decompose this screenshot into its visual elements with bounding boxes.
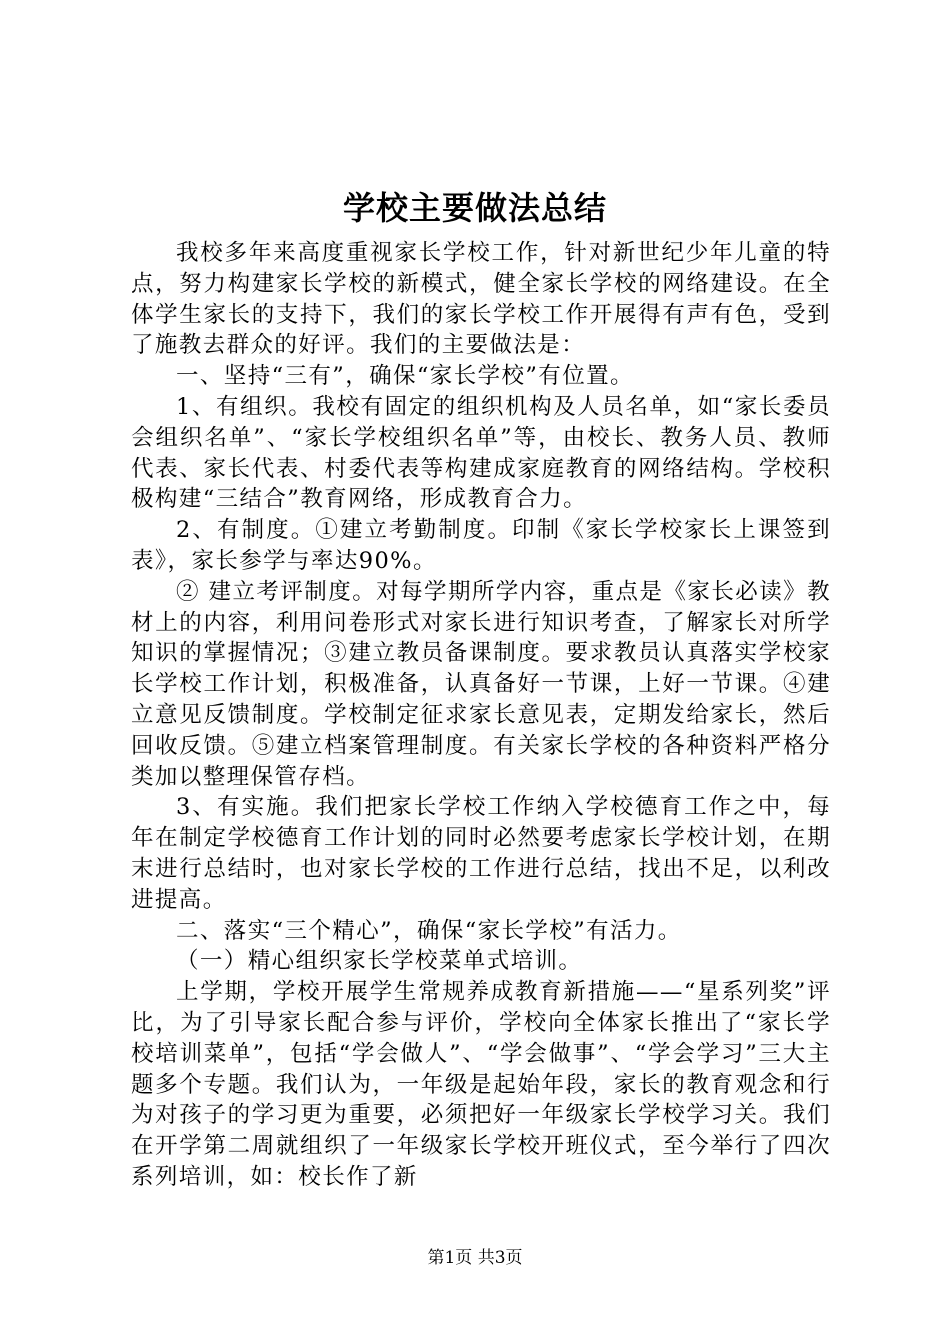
section-heading-1: 一、坚持“三有”，确保“家长学校”有位置。 xyxy=(176,363,634,390)
document-body xyxy=(131,238,831,1193)
paragraph-training: 上学期，学校开展学生常规养成教育新措施——“星系列奖”评比，为了引导家长配合参与评价，学校向全体家长推出了“家长学校培训菜单”，包括“学会做人”、“学会做事”、“学会学习”三大主题多个专题。我们认为，一年级是起始年段，家长的教育观念和行为对孩子的学习更为重要，必须把好一年级家长学校学习关。我们在开学第二周就组织了一年级家长学校开班仪式，至今举行了四次系列培训，如：校长作了新 xyxy=(131,979,831,1190)
paragraph-organization: 1、有组织。我校有固定的组织机构及人员名单，如“家长委员会组织名单”、“家长学校组织名单”等，由校长、教务人员、教师代表、家长代表、村委代表等构建成家庭教育的网络结构。学校积极构建“三结合”教育网络，形成教育合力。 xyxy=(131,393,831,513)
document-title: 学校主要做法总结 xyxy=(342,189,607,227)
section-heading-2: 二、落实“三个精心”，确保“家长学校”有活力。 xyxy=(176,917,682,944)
page-number: 第1页 共3页 xyxy=(427,1248,523,1268)
paragraph-implementation: 3、有实施。我们把家长学校工作纳入学校德育工作之中，每年在制定学校德育工作计划的同时必然要考虑家长学校计划，在期末进行总结时，也对家长学校的工作进行总结，找出不足，以利改进提高。 xyxy=(131,794,831,913)
subsection-heading-1: （一）精心组织家长学校菜单式培训。 xyxy=(176,948,583,975)
paragraph-system: 2、有制度。①建立考勤制度。印制《家长学校家长上课签到表》，家长参学与率达90%。 xyxy=(131,517,831,574)
paragraph-intro: 我校多年来高度重视家长学校工作，针对新世纪少年儿童的特点，努力构建家长学校的新模式，健全家长学校的网络建设。在全体学生家长的支持下，我们的家长学校工作开展得有声有色，受到了施教去群众的好评。我们的主要做法是： xyxy=(131,240,831,359)
paragraph-evaluation: ② 建立考评制度。对每学期所学内容，重点是《家长必读》教材上的内容，利用问卷形式对家长进行知识考查，了解家长对所学知识的掌握情况；③建立教员备课制度。要求教员认真落实学校家长学校工作计划，积极准备，认真备好一节课，上好一节课。④建立意见反馈制度。学校制定征求家长意见表，定期发给家长，然后回收反馈。⑤建立档案管理制度。有关家长学校的各种资料严格分类加以整理保管存档。 xyxy=(131,578,831,790)
